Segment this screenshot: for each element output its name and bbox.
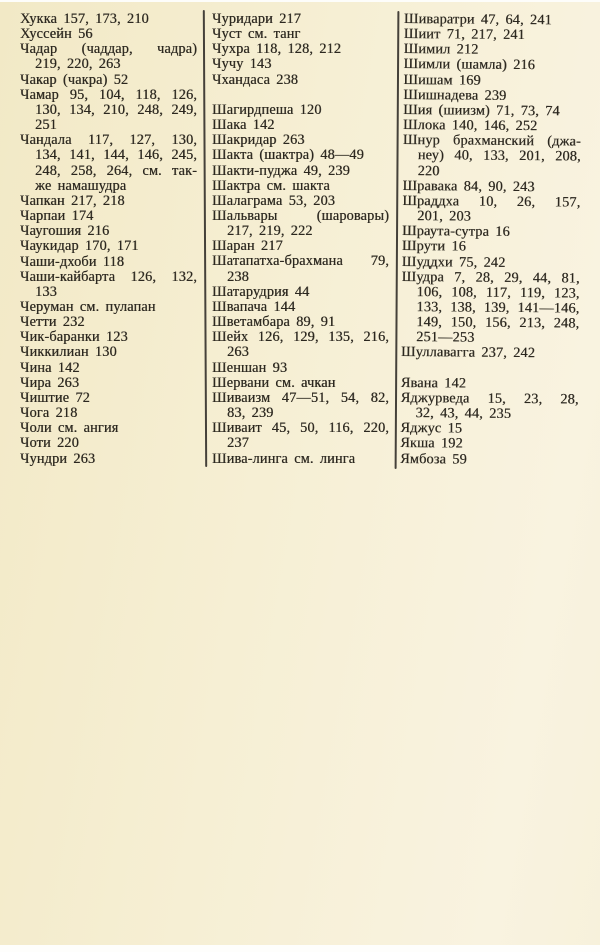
page-edge-bottom bbox=[0, 945, 600, 952]
index-entry-line: Шейх 126, 129, 135, 216, bbox=[212, 329, 389, 346]
index-entry-line: Шальвары (шаровары) bbox=[212, 208, 389, 225]
index-entry-line: Чиштие 72 bbox=[20, 389, 90, 406]
entry-group-gap bbox=[212, 88, 389, 103]
index-entry-line: Шраута-сутра 16 bbox=[402, 223, 510, 241]
index-entry-line: Шиит 71, 217, 241 bbox=[403, 26, 525, 44]
index-entry-line: 238 bbox=[227, 268, 249, 285]
index-entry-line: 83, 239 bbox=[227, 405, 274, 422]
index-entry-line: Хуссейн 56 bbox=[20, 26, 93, 43]
index-entry-line: Чапкан 217, 218 bbox=[20, 192, 125, 209]
index-entry-line: Шиваизм 47—51, 54, 82, bbox=[212, 389, 389, 406]
index-entry-line: 248, 258, 264, см. так- bbox=[35, 162, 197, 179]
index-entry-line: Чога 218 bbox=[20, 405, 78, 422]
index-entry-line: Шлока 140, 146, 252 bbox=[402, 117, 538, 135]
index-column-1 bbox=[20, 12, 197, 467]
index-entry-line: 133 bbox=[35, 283, 57, 300]
index-entry-line: Чхандаса 238 bbox=[212, 71, 299, 88]
index-entry-line: 134, 141, 144, 146, 245, bbox=[35, 147, 197, 164]
index-entry-line: Шаран 217 bbox=[212, 238, 283, 255]
index-entry-line: Чина 142 bbox=[20, 359, 80, 376]
index-entry-line: Шатарудрия 44 bbox=[212, 283, 310, 300]
index-entry-line: Шимли (шамла) 216 bbox=[403, 56, 536, 74]
column-divider-line bbox=[395, 11, 399, 469]
index-entry-line: Шалаграма 53, 203 bbox=[212, 192, 336, 209]
index-entry-line: Чухра 118, 128, 212 bbox=[212, 41, 342, 58]
index-entry-line: Шеншан 93 bbox=[212, 359, 288, 376]
index-entry-line: Шака 142 bbox=[212, 117, 275, 134]
index-entry-line: Шакта (шактра) 48—49 bbox=[212, 147, 364, 164]
index-entry-line: Шишам 169 bbox=[403, 71, 481, 89]
index-entry-line: Черуман см. пулапан bbox=[20, 298, 156, 315]
index-entry-line: неу) 40, 133, 201, 208, bbox=[417, 147, 581, 165]
index-entry-line: Чакар (чакра) 52 bbox=[20, 71, 129, 88]
index-entry-line: Чундри 263 bbox=[20, 450, 96, 467]
index-entry-line: Чик-баранки 123 bbox=[20, 329, 128, 346]
index-entry-line: Шудра 7, 28, 29, 44, 81, bbox=[401, 268, 580, 287]
index-column-2 bbox=[212, 12, 389, 467]
index-entry-line: Шиваратри 47, 64, 241 bbox=[403, 11, 552, 29]
index-entry-line: Чира 263 bbox=[20, 374, 80, 391]
index-entry-line: Шуллавагга 237, 242 bbox=[400, 344, 536, 362]
index-entry-line: Чандала 117, 127, 130, bbox=[20, 132, 197, 149]
index-column-3 bbox=[400, 12, 582, 468]
page-edge-top bbox=[0, 0, 600, 2]
index-entry-line: 130, 134, 210, 248, 249, bbox=[35, 101, 197, 118]
index-entry-line: Шнур брахманский (джа- bbox=[402, 132, 581, 150]
index-entry-line: Чарпаи 174 bbox=[20, 208, 94, 225]
index-entry-line: Чамар 95, 104, 118, 126, bbox=[20, 86, 197, 103]
index-entry-line: 219, 220, 263 bbox=[35, 56, 121, 73]
index-entry-line: Шиваит 45, 50, 116, 220, bbox=[212, 420, 389, 437]
index-entry-line: Шравака 84, 90, 243 bbox=[402, 177, 535, 195]
index-entry-line: 251—253 bbox=[416, 329, 475, 346]
index-entry-line: Чучу 143 bbox=[212, 56, 272, 73]
index-entry-line: Чаши-дхоби 118 bbox=[20, 253, 125, 270]
index-entry-line: Чиккилиан 130 bbox=[20, 344, 117, 361]
index-entry-line: Чоли см. ангия bbox=[20, 420, 119, 437]
index-entry-line: Шактра см. шакта bbox=[212, 177, 330, 194]
index-entry-line: 217, 219, 222 bbox=[227, 223, 313, 240]
index-entry-line: Шакти-пуджа 49, 239 bbox=[212, 162, 350, 179]
index-entry-line: Швапача 144 bbox=[212, 298, 296, 315]
index-entry-line: же намашудра bbox=[35, 177, 127, 194]
index-entry-line: 251 bbox=[35, 117, 57, 134]
index-entry-line: Явана 142 bbox=[400, 374, 467, 392]
index-entry-line: Шишнадева 239 bbox=[403, 86, 507, 104]
index-entry-line: Шуддхи 75, 242 bbox=[401, 253, 506, 271]
index-entry-line: Чаугошия 216 bbox=[20, 223, 110, 240]
index-entry-line: Чадар (чаддар, чадра) bbox=[20, 41, 197, 58]
index-entry-line: Чаши-кайбарта 126, 132, bbox=[20, 268, 197, 285]
index-entry-line: Шраддха 10, 26, 157, bbox=[402, 192, 581, 211]
index-entry-line: Шагирдпеша 120 bbox=[212, 101, 322, 118]
index-entry-line: Чуст см. танг bbox=[212, 26, 301, 43]
index-entry-line: Шветамбара 89, 91 bbox=[212, 314, 336, 331]
index-entry-line: Ямбоза 59 bbox=[400, 450, 467, 468]
column-divider-line bbox=[202, 10, 206, 467]
index-entry-line: 220 bbox=[417, 162, 440, 179]
index-entry-line: 237 bbox=[227, 435, 249, 452]
index-entry-line: 263 bbox=[227, 344, 249, 361]
index-entry-line: Чаукидар 170, 171 bbox=[20, 238, 139, 255]
index-entry-line: 201, 203 bbox=[417, 208, 472, 225]
index-entry-line: Четти 232 bbox=[20, 314, 85, 331]
index-entry-line: 149, 150, 156, 213, 248, bbox=[416, 314, 580, 332]
index-entry-line: Шатапатха-брахмана 79, bbox=[212, 253, 389, 270]
index-entry-line: Чоти 220 bbox=[20, 435, 79, 452]
index-entry-line: Шакридар 263 bbox=[212, 132, 305, 149]
index-entry-line: 32, 43, 44, 235 bbox=[415, 405, 512, 422]
index-entry-line: Шива-линга см. линга bbox=[212, 450, 356, 467]
index-entry-line: Шия (шиизм) 71, 73, 74 bbox=[403, 101, 560, 120]
index-entry-line: 133, 138, 139, 141—146, bbox=[416, 299, 580, 317]
index-entry-line: 106, 108, 117, 119, 123, bbox=[416, 283, 580, 302]
index-entry-line: Якша 192 bbox=[400, 435, 463, 452]
index-entry-line: Чуридари 217 bbox=[212, 11, 301, 27]
index-entry-line: Шервани см. ачкан bbox=[212, 374, 336, 391]
index-entry-line: Хукка 157, 173, 210 bbox=[20, 11, 149, 27]
index-entry-line: Яджус 15 bbox=[400, 420, 463, 437]
index-entry-line: Яджурведа 15, 23, 28, bbox=[400, 389, 579, 408]
index-entry-line: Шрути 16 bbox=[401, 238, 467, 255]
index-entry-line: Шимил 212 bbox=[403, 41, 479, 58]
